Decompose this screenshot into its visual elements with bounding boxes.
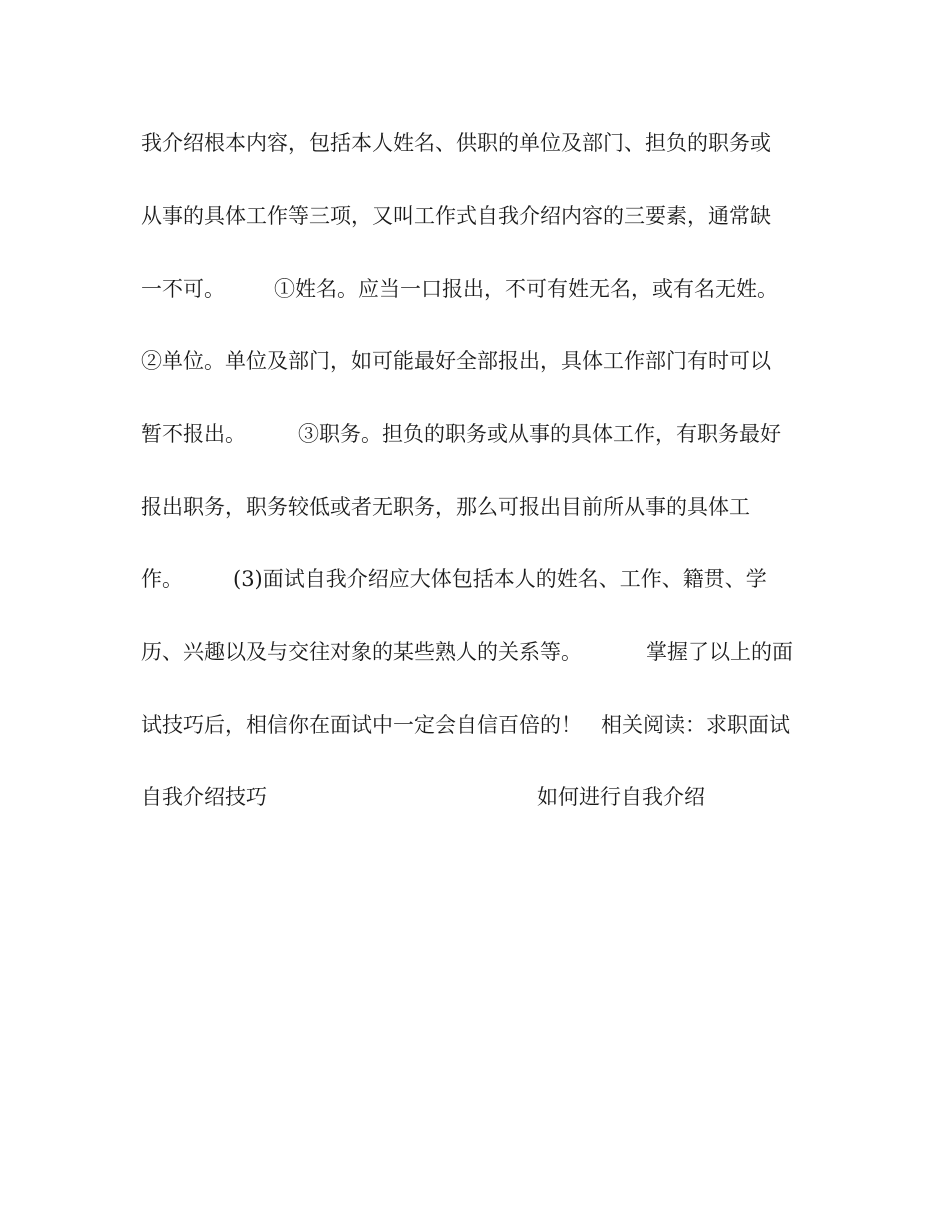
text-segment: 从事的具体工作等三项，又叫工作式自我介绍内容的三要素，通常缺 — [141, 204, 771, 228]
text-segment: ②单位。单位及部门，如可能最好全部报出，具体工作部门有时可以 — [141, 349, 771, 373]
text-line-7 — [141, 563, 821, 595]
text-segment: 暂不报出。 — [141, 422, 246, 446]
text-line-5 — [141, 418, 821, 450]
text-line-4 — [141, 345, 821, 377]
text-segment: 历、兴趣以及与交往对象的某些熟人的关系等。 — [141, 640, 582, 664]
text-line-9 — [141, 709, 821, 741]
text-segment: ③职务。担负的职务或从事的具体工作，有职务最好 — [298, 422, 781, 446]
text-segment: 作。 — [141, 567, 183, 591]
text-segment: 试技巧后，相信你在面试中一定会自信百倍的！ — [141, 713, 582, 737]
text-line-10 — [141, 781, 821, 813]
text-segment: ①姓名。应当一口报出，不可有姓无名，或有名无姓。 — [274, 277, 778, 301]
text-segment: 我介绍根本内容，包括本人姓名、供职的单位及部门、担负的职务或 — [141, 131, 771, 155]
text-line-8 — [141, 636, 821, 668]
text-line-1 — [141, 127, 821, 159]
text-segment: 相关阅读：求职面试 — [601, 713, 790, 737]
text-line-6 — [141, 491, 821, 523]
text-line-3 — [141, 273, 821, 305]
text-segment: 掌握了以上的面 — [646, 640, 793, 664]
related-link-self-intro-tips[interactable]: 自我介绍技巧 — [141, 785, 267, 809]
text-segment: 一不可。 — [141, 277, 225, 301]
text-segment: 报出职务，职务较低或者无职务，那么可报出目前所从事的具体工 — [141, 495, 750, 519]
text-line-2 — [141, 200, 821, 232]
text-segment: (3)面试自我介绍应大体包括本人的姓名、工作、籍贯、学 — [233, 567, 767, 591]
related-link-how-to-introduce[interactable]: 如何进行自我介绍 — [537, 785, 705, 809]
